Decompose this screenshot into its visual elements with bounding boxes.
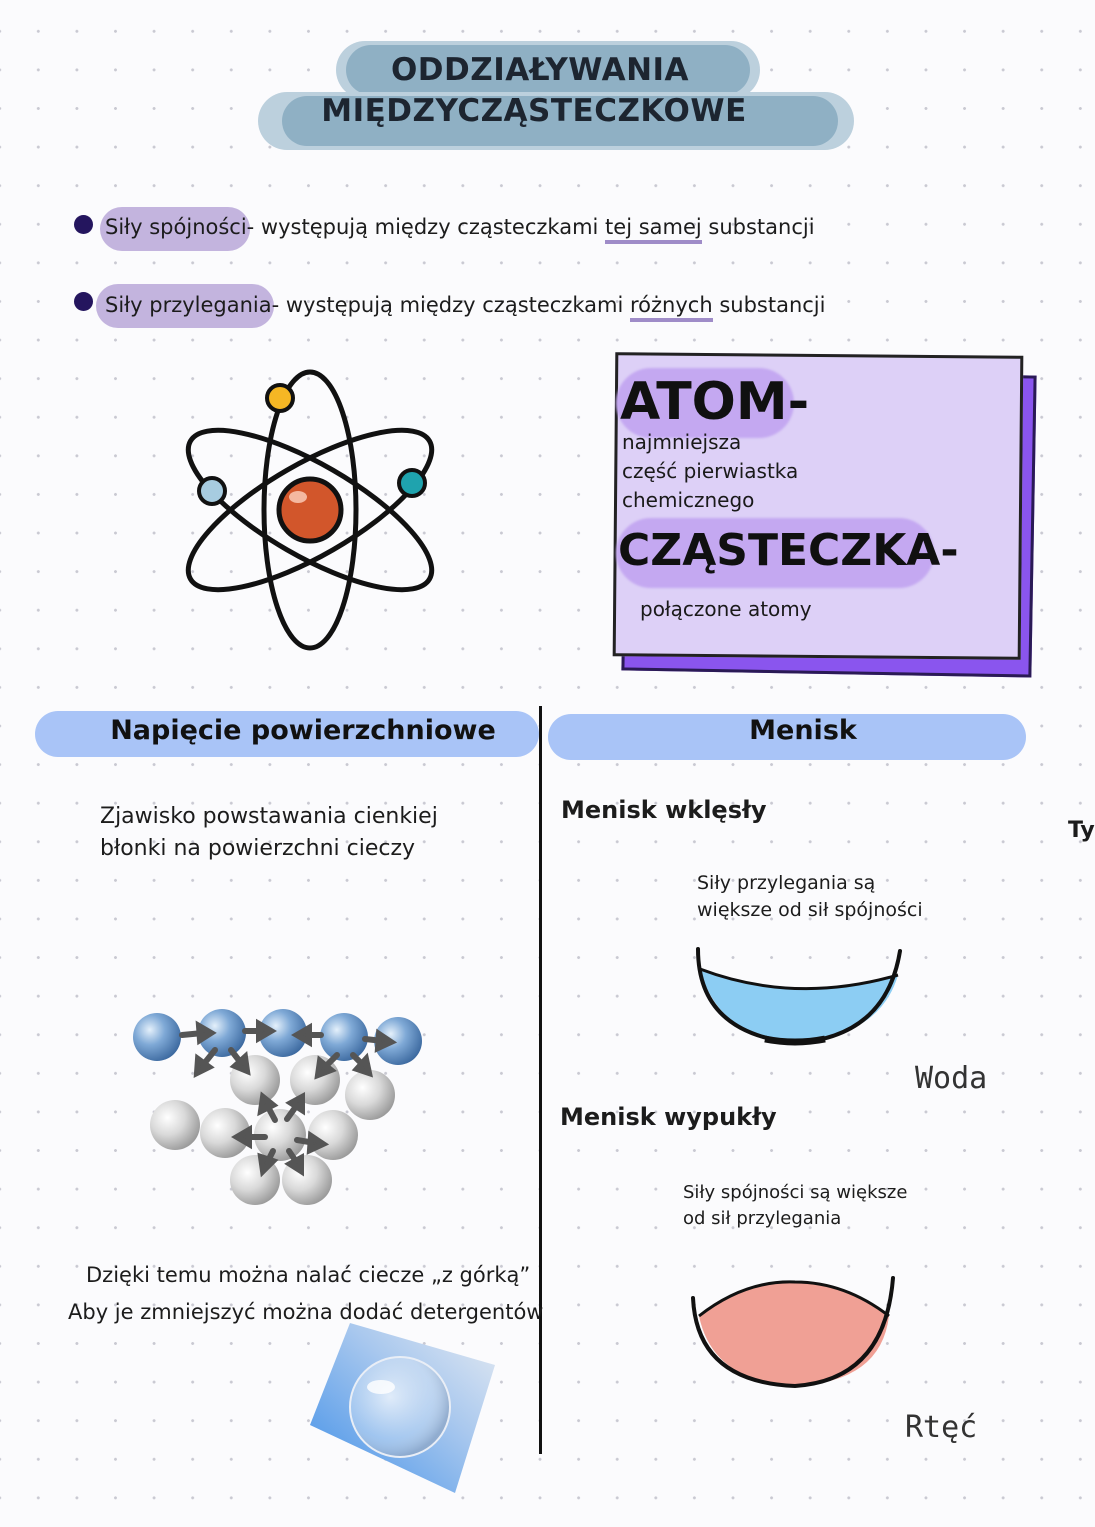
atom-definition	[622, 428, 798, 515]
soap-bubble-image	[305, 1315, 500, 1495]
bullet-text-end: substancji	[712, 293, 826, 317]
soap-bubble	[350, 1357, 450, 1457]
page-title-line-2: MIĘDZYCZĄSTECZKOWE	[321, 93, 747, 129]
atom-illustration	[180, 370, 450, 660]
concave-meniscus-drawing	[690, 945, 905, 1050]
explanation-line: Siły przylegania są	[697, 872, 876, 894]
surface-tension-note-1: Dzięki temu można nalać ciecze „z górką”	[86, 1263, 531, 1287]
molecule-definition: połączone atomy	[640, 597, 812, 621]
underlined-phrase: tej samej	[605, 215, 702, 244]
bulk-molecules	[150, 1055, 395, 1205]
explanation-line: większe od sił spójności	[697, 899, 923, 921]
page-title-line-1: ODDZIAŁYWANIA	[390, 52, 690, 88]
bullet-term: Siły przylegania	[105, 293, 272, 317]
molecule-forces-diagram	[125, 995, 435, 1215]
nucleus-shine	[289, 491, 307, 503]
convex-meniscus-title: Menisk wypukły	[560, 1103, 777, 1131]
underlined-phrase: różnych	[630, 293, 713, 322]
atom-term: ATOM-	[620, 372, 810, 432]
water-label: Woda	[915, 1061, 988, 1096]
mercury-label: Rtęć	[905, 1410, 978, 1445]
molecule-term: CZĄSTECZKA-	[618, 525, 959, 576]
bullet-cohesion	[105, 215, 815, 239]
electron-blue	[199, 478, 225, 504]
concave-meniscus-text	[697, 870, 923, 924]
atom-definition-line: część pierwiastka	[622, 459, 799, 483]
atom-definition-line: najmniejsza	[622, 430, 742, 454]
convex-meniscus-text	[683, 1180, 907, 1232]
surface-tension-note-2: Aby je zmniejszyć można dodać detergentów	[68, 1300, 544, 1324]
explanation-line: Siły spójności są większe	[683, 1182, 908, 1203]
meniscus-title: Menisk	[749, 715, 857, 746]
explanation-line: od sił przylegania	[683, 1208, 842, 1229]
column-divider	[539, 706, 542, 1454]
cropped-edge-text: Ty	[1068, 818, 1095, 843]
electron-yellow	[267, 385, 293, 411]
concave-meniscus-title: Menisk wklęsły	[561, 796, 767, 824]
definition-line: Zjawisko powstawania cienkiej	[100, 804, 438, 829]
bullet-term: Siły spójności	[105, 215, 247, 239]
atom-definition-line: chemicznego	[622, 488, 755, 512]
bullet-text-end: substancji	[701, 215, 815, 239]
bullet-dot	[74, 215, 93, 234]
surface-tension-title: Napięcie powierzchniowe	[110, 715, 496, 746]
bullet-text: - występują między cząsteczkami	[271, 293, 630, 317]
electron-teal	[399, 470, 425, 496]
bullet-adhesion	[105, 293, 825, 317]
definition-line: błonki na powierzchni cieczy	[100, 836, 416, 861]
bullet-text: - występują między cząsteczkami	[246, 215, 606, 239]
bullet-dot	[74, 292, 93, 311]
convex-meniscus-drawing	[685, 1270, 905, 1395]
atom-nucleus	[279, 479, 341, 541]
surface-tension-definition	[100, 801, 438, 865]
